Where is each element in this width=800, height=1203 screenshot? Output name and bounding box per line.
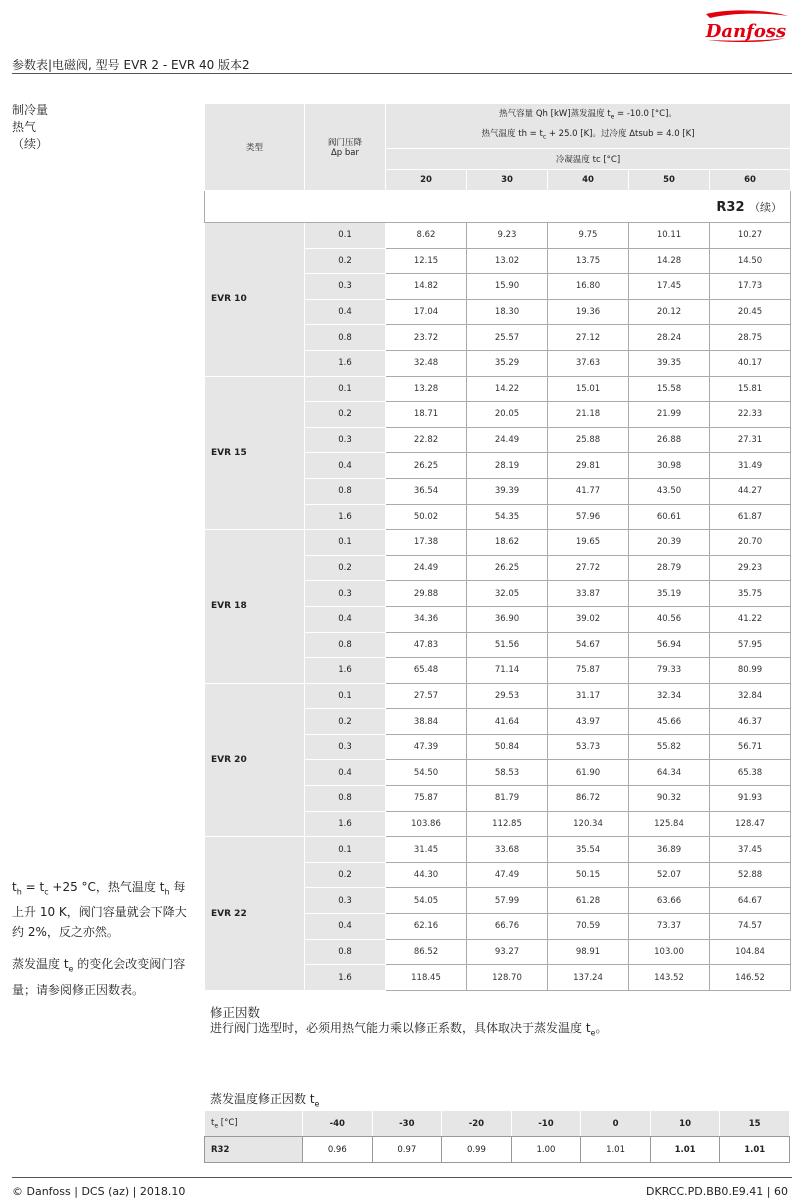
- col-header-dp: 阀门压降 Δp bar: [305, 104, 386, 191]
- capacity-cell: 28.75: [710, 325, 791, 351]
- capacity-cell: 14.22: [467, 376, 548, 402]
- dp-cell: 0.1: [305, 223, 386, 249]
- capacity-cell: 21.99: [629, 402, 710, 428]
- dp-cell: 0.4: [305, 453, 386, 479]
- capacity-cell: 35.19: [629, 581, 710, 607]
- capacity-cell: 61.28: [548, 888, 629, 914]
- capacity-cell: 29.23: [710, 555, 791, 581]
- capacity-cell: 79.33: [629, 658, 710, 684]
- capacity-cell: 18.71: [386, 402, 467, 428]
- capacity-cell: 14.50: [710, 248, 791, 274]
- capacity-cell: 50.02: [386, 504, 467, 530]
- capacity-cell: 13.02: [467, 248, 548, 274]
- capacity-cell: 19.36: [548, 299, 629, 325]
- capacity-cell: 19.65: [548, 530, 629, 556]
- corr-temp-cell: -40: [303, 1111, 373, 1137]
- corr-temp-cell: 15: [720, 1111, 790, 1137]
- capacity-cell: 26.88: [629, 427, 710, 453]
- capacity-cell: 18.30: [467, 299, 548, 325]
- capacity-cell: 32.34: [629, 683, 710, 709]
- te-label: $t_e$ [°C]: [205, 1111, 303, 1137]
- capacity-cell: 20.12: [629, 299, 710, 325]
- dp-cell: 0.1: [305, 837, 386, 863]
- capacity-cell: 51.56: [467, 632, 548, 658]
- dp-cell: 0.3: [305, 734, 386, 760]
- side-notes: [12, 877, 197, 1012]
- capacity-cell: 75.87: [386, 786, 467, 812]
- table-row: [205, 683, 791, 709]
- capacity-cell: 43.50: [629, 478, 710, 504]
- capacity-cell: 61.87: [710, 504, 791, 530]
- capacity-cell: 26.25: [467, 555, 548, 581]
- capacity-cell: 16.80: [548, 274, 629, 300]
- capacity-cell: 146.52: [710, 965, 791, 991]
- cond-temp-50: 50: [629, 170, 710, 191]
- model-cell: EVR 20: [205, 683, 305, 837]
- corr-factor-cell: 1.01: [650, 1137, 720, 1163]
- dp-cell: 0.2: [305, 402, 386, 428]
- capacity-cell: 31.17: [548, 683, 629, 709]
- capacity-cell: 46.37: [710, 709, 791, 735]
- brand-wordmark: Danfoss: [705, 21, 787, 42]
- evap-temp-note: 蒸发温度 $t_e$ 的变化会改变阀门容量；请参阅修正因数表。: [12, 957, 186, 997]
- capacity-cell: 120.34: [548, 811, 629, 837]
- capacity-cell: 62.16: [386, 914, 467, 940]
- cond-temp-header: 冷凝温度 tc [°C]: [386, 149, 791, 170]
- capacity-cell: 103.86: [386, 811, 467, 837]
- dp-cell: 1.6: [305, 350, 386, 376]
- capacity-cell: 27.72: [548, 555, 629, 581]
- capacity-cell: 39.35: [629, 350, 710, 376]
- dp-cell: 1.6: [305, 658, 386, 684]
- capacity-cell: 118.45: [386, 965, 467, 991]
- capacity-cell: 38.84: [386, 709, 467, 735]
- model-cell: EVR 10: [205, 223, 305, 377]
- capacity-cell: 15.81: [710, 376, 791, 402]
- capacity-cell: 32.84: [710, 683, 791, 709]
- capacity-cell: 24.49: [467, 427, 548, 453]
- capacity-cell: 57.96: [548, 504, 629, 530]
- correction-text: 进行阀门选型时，必须用热气能力乘以修正系数，具体取决于蒸发温度 $t_e$。: [210, 1021, 608, 1038]
- capacity-cell: 32.48: [386, 350, 467, 376]
- capacity-cell: 128.47: [710, 811, 791, 837]
- corr-factor-cell: 0.96: [303, 1137, 373, 1163]
- capacity-cell: 31.49: [710, 453, 791, 479]
- dp-cell: 1.6: [305, 965, 386, 991]
- dp-cell: 1.6: [305, 504, 386, 530]
- corr-factor-cell: 0.97: [372, 1137, 442, 1163]
- capacity-cell: 40.17: [710, 350, 791, 376]
- capacity-cell: 64.67: [710, 888, 791, 914]
- capacity-cell: 52.88: [710, 862, 791, 888]
- capacity-cell: 20.39: [629, 530, 710, 556]
- dp-cell: 0.1: [305, 683, 386, 709]
- capacity-cell: 54.35: [467, 504, 548, 530]
- capacity-cell: 45.66: [629, 709, 710, 735]
- capacity-cell: 36.89: [629, 837, 710, 863]
- capacity-cell: 27.31: [710, 427, 791, 453]
- dp-cell: 0.2: [305, 862, 386, 888]
- capacity-cell: 14.28: [629, 248, 710, 274]
- capacity-cell: 47.49: [467, 862, 548, 888]
- correction-table: [204, 1110, 790, 1163]
- capacity-cell: 15.58: [629, 376, 710, 402]
- table-row: [205, 530, 791, 556]
- capacity-cell: 17.45: [629, 274, 710, 300]
- capacity-cell: 39.39: [467, 478, 548, 504]
- footer-right: DKRCC.PD.BB0.E9.41 | 60: [646, 1185, 788, 1198]
- capacity-cell: 10.27: [710, 223, 791, 249]
- dp-cell: 0.8: [305, 786, 386, 812]
- dp-cell: 0.3: [305, 888, 386, 914]
- capacity-cell: 17.73: [710, 274, 791, 300]
- table-row: [205, 837, 791, 863]
- capacity-cell: 137.24: [548, 965, 629, 991]
- capacity-conditions: 热气容量 Qh [kW]蒸发温度 $t_e = -10.0$ [°C]。 热气温度 th = $t_c + 25.0$ [K]。过冷度 Δtsub = 4.0 [K]: [386, 104, 791, 149]
- capacity-cell: 33.87: [548, 581, 629, 607]
- dp-cell: 0.8: [305, 632, 386, 658]
- capacity-cell: 64.34: [629, 760, 710, 786]
- capacity-cell: 22.82: [386, 427, 467, 453]
- capacity-cell: 33.68: [467, 837, 548, 863]
- capacity-cell: 22.33: [710, 402, 791, 428]
- model-cell: EVR 15: [205, 376, 305, 530]
- dp-cell: 0.2: [305, 555, 386, 581]
- capacity-cell: 28.79: [629, 555, 710, 581]
- capacity-cell: 47.39: [386, 734, 467, 760]
- capacity-cell: 35.29: [467, 350, 548, 376]
- dp-cell: 1.6: [305, 811, 386, 837]
- capacity-cell: 15.90: [467, 274, 548, 300]
- capacity-cell: 41.64: [467, 709, 548, 735]
- capacity-cell: 9.23: [467, 223, 548, 249]
- capacity-cell: 47.83: [386, 632, 467, 658]
- hot-gas-temp-note: $t_h = t_c +25$ °C，热气温度 $t_h$ 每上升 10 K，阀门容量就会下降大约 2%，反之亦然。: [12, 880, 187, 940]
- capacity-cell: 125.84: [629, 811, 710, 837]
- capacity-cell: 17.04: [386, 299, 467, 325]
- corr-ref-label: R32: [205, 1137, 303, 1163]
- capacity-cell: 37.63: [548, 350, 629, 376]
- capacity-cell: 12.15: [386, 248, 467, 274]
- section-label: [12, 102, 48, 153]
- capacity-cell: 43.97: [548, 709, 629, 735]
- capacity-cell: 27.12: [548, 325, 629, 351]
- capacity-cell: 103.00: [629, 939, 710, 965]
- dp-cell: 0.4: [305, 606, 386, 632]
- capacity-cell: 80.99: [710, 658, 791, 684]
- capacity-cell: 31.45: [386, 837, 467, 863]
- header-divider: [12, 73, 792, 74]
- corr-temp-cell: -20: [442, 1111, 512, 1137]
- capacity-cell: 18.62: [467, 530, 548, 556]
- model-cell: EVR 22: [205, 837, 305, 991]
- cond-temp-40: 40: [548, 170, 629, 191]
- capacity-cell: 29.53: [467, 683, 548, 709]
- table-row: [205, 376, 791, 402]
- capacity-cell: 81.79: [467, 786, 548, 812]
- table-row: [205, 223, 791, 249]
- dp-cell: 0.8: [305, 325, 386, 351]
- capacity-cell: 57.99: [467, 888, 548, 914]
- dp-cell: 0.3: [305, 581, 386, 607]
- capacity-cell: 65.48: [386, 658, 467, 684]
- capacity-cell: 56.94: [629, 632, 710, 658]
- capacity-cell: 37.45: [710, 837, 791, 863]
- capacity-cell: 15.01: [548, 376, 629, 402]
- correction-title: 修正因数: [210, 1005, 261, 1020]
- capacity-cell: 41.22: [710, 606, 791, 632]
- dp-cell: 0.2: [305, 248, 386, 274]
- capacity-cell: 13.75: [548, 248, 629, 274]
- capacity-cell: 34.36: [386, 606, 467, 632]
- cond-temp-30: 30: [467, 170, 548, 191]
- capacity-cell: 71.14: [467, 658, 548, 684]
- capacity-cell: 44.27: [710, 478, 791, 504]
- capacity-cell: 29.81: [548, 453, 629, 479]
- capacity-cell: 86.52: [386, 939, 467, 965]
- dp-cell: 0.2: [305, 709, 386, 735]
- capacity-cell: 9.75: [548, 223, 629, 249]
- capacity-cell: 54.67: [548, 632, 629, 658]
- capacity-cell: 73.37: [629, 914, 710, 940]
- capacity-cell: 86.72: [548, 786, 629, 812]
- col-header-type: 类型: [205, 104, 305, 191]
- dp-cell: 0.4: [305, 299, 386, 325]
- capacity-cell: 55.82: [629, 734, 710, 760]
- corr-temp-cell: 10: [650, 1111, 720, 1137]
- capacity-cell: 20.70: [710, 530, 791, 556]
- capacity-cell: 98.91: [548, 939, 629, 965]
- capacity-cell: 40.56: [629, 606, 710, 632]
- section-label-line3: （续）: [12, 137, 49, 151]
- section-label-line1: 制冷量: [12, 103, 49, 117]
- capacity-cell: 143.52: [629, 965, 710, 991]
- capacity-cell: 36.54: [386, 478, 467, 504]
- capacity-cell: 32.05: [467, 581, 548, 607]
- capacity-cell: 10.11: [629, 223, 710, 249]
- corr-temp-cell: -10: [511, 1111, 581, 1137]
- dp-cell: 0.8: [305, 939, 386, 965]
- corr-factor-cell: 1.01: [581, 1137, 651, 1163]
- dp-cell: 0.4: [305, 760, 386, 786]
- capacity-cell: 25.88: [548, 427, 629, 453]
- danfoss-logo: [700, 10, 792, 44]
- capacity-cell: 8.62: [386, 223, 467, 249]
- model-cell: EVR 18: [205, 530, 305, 684]
- capacity-cell: 27.57: [386, 683, 467, 709]
- corr-factor-cell: 0.99: [442, 1137, 512, 1163]
- capacity-cell: 21.18: [548, 402, 629, 428]
- capacity-cell: 41.77: [548, 478, 629, 504]
- capacity-cell: 57.95: [710, 632, 791, 658]
- capacity-table: [204, 103, 791, 991]
- capacity-cell: 50.15: [548, 862, 629, 888]
- capacity-cell: 35.75: [710, 581, 791, 607]
- capacity-cell: 23.72: [386, 325, 467, 351]
- capacity-cell: 104.84: [710, 939, 791, 965]
- capacity-cell: 28.24: [629, 325, 710, 351]
- capacity-cell: 128.70: [467, 965, 548, 991]
- capacity-cell: 91.93: [710, 786, 791, 812]
- capacity-cell: 112.85: [467, 811, 548, 837]
- capacity-cell: 30.98: [629, 453, 710, 479]
- capacity-cell: 74.57: [710, 914, 791, 940]
- capacity-cell: 35.54: [548, 837, 629, 863]
- dp-cell: 0.8: [305, 478, 386, 504]
- capacity-cell: 70.59: [548, 914, 629, 940]
- capacity-cell: 61.90: [548, 760, 629, 786]
- capacity-cell: 52.07: [629, 862, 710, 888]
- capacity-cell: 53.73: [548, 734, 629, 760]
- corr-factor-cell: 1.00: [511, 1137, 581, 1163]
- capacity-cell: 93.27: [467, 939, 548, 965]
- cond-temp-20: 20: [386, 170, 467, 191]
- capacity-cell: 60.61: [629, 504, 710, 530]
- capacity-cell: 63.66: [629, 888, 710, 914]
- dp-cell: 0.3: [305, 427, 386, 453]
- capacity-cell: 14.82: [386, 274, 467, 300]
- capacity-cell: 24.49: [386, 555, 467, 581]
- capacity-cell: 28.19: [467, 453, 548, 479]
- capacity-cell: 39.02: [548, 606, 629, 632]
- evap-correction-title: 蒸发温度修正因数 $t_e$: [210, 1092, 320, 1109]
- capacity-cell: 90.32: [629, 786, 710, 812]
- dp-cell: 0.1: [305, 376, 386, 402]
- capacity-cell: 54.50: [386, 760, 467, 786]
- capacity-cell: 50.84: [467, 734, 548, 760]
- capacity-cell: 66.76: [467, 914, 548, 940]
- capacity-cell: 44.30: [386, 862, 467, 888]
- capacity-cell: 25.57: [467, 325, 548, 351]
- capacity-cell: 26.25: [386, 453, 467, 479]
- capacity-cell: 75.87: [548, 658, 629, 684]
- section-label-line2: 热气: [12, 120, 37, 134]
- footer-divider: [12, 1177, 792, 1178]
- capacity-cell: 17.38: [386, 530, 467, 556]
- corr-temp-cell: -30: [372, 1111, 442, 1137]
- dp-cell: 0.1: [305, 530, 386, 556]
- capacity-cell: 65.38: [710, 760, 791, 786]
- corr-temp-cell: 0: [581, 1111, 651, 1137]
- capacity-cell: 13.28: [386, 376, 467, 402]
- dp-cell: 0.4: [305, 914, 386, 940]
- capacity-cell: 58.53: [467, 760, 548, 786]
- cond-temp-60: 60: [710, 170, 791, 191]
- capacity-cell: 54.05: [386, 888, 467, 914]
- capacity-cell: 56.71: [710, 734, 791, 760]
- capacity-cell: 20.05: [467, 402, 548, 428]
- dp-cell: 0.3: [305, 274, 386, 300]
- page-title: 参数表|电磁阀, 型号 EVR 2 - EVR 40 版本2: [12, 58, 250, 72]
- refrigerant-label: R32 （续）: [205, 191, 791, 223]
- capacity-cell: 20.45: [710, 299, 791, 325]
- capacity-cell: 36.90: [467, 606, 548, 632]
- capacity-cell: 29.88: [386, 581, 467, 607]
- footer-left: © Danfoss | DCS (az) | 2018.10: [12, 1185, 186, 1198]
- corr-factor-cell: 1.01: [720, 1137, 790, 1163]
